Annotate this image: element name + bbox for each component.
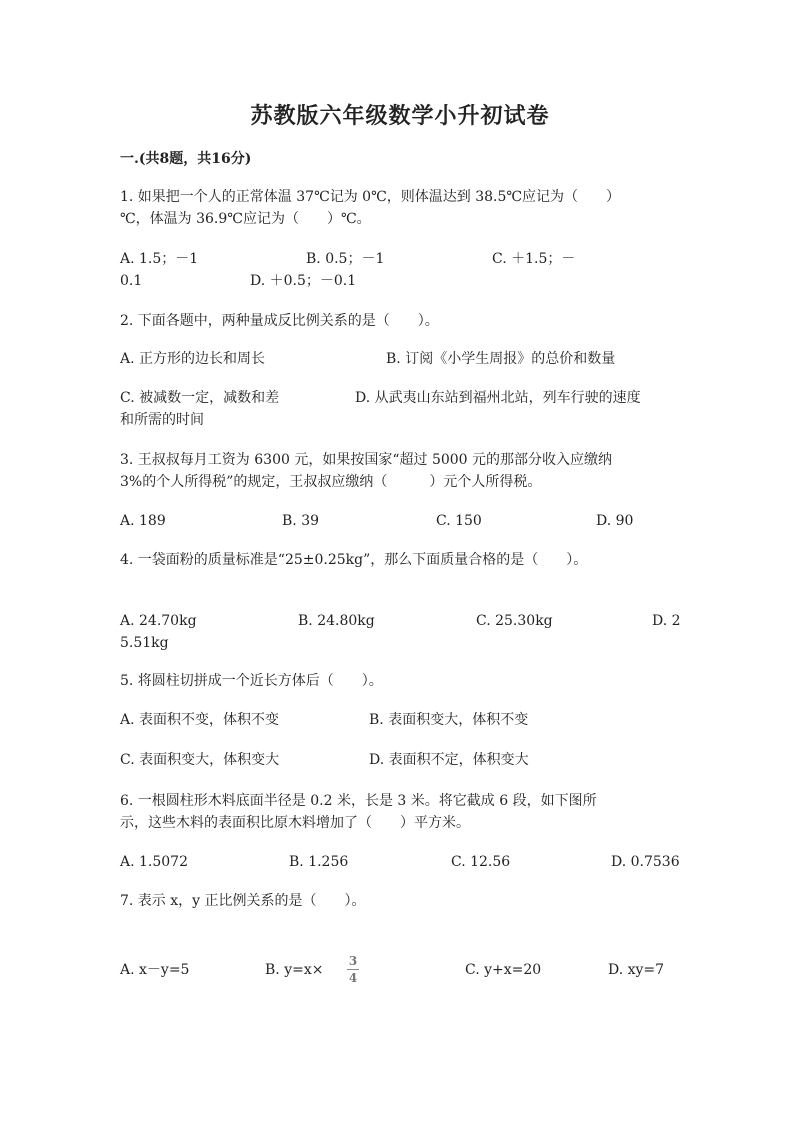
question-2-option-d: D. 从武夷山东站到福州北站，列车行驶的速度 <box>355 390 641 406</box>
fraction-bar <box>347 969 359 970</box>
question-5-option-c: C. 表面积变大，体积变大 <box>120 752 280 768</box>
question-5-option-a: A. 表面积不变，体积不变 <box>120 712 280 728</box>
question-2-option-d-cont: 和所需的时间 <box>120 412 204 428</box>
fraction-numerator: 3 <box>348 954 358 968</box>
question-3-text-cont: 3%的个人所得税”的规定，王叔叔应缴纳（ ）元个人所得税。 <box>120 474 542 490</box>
question-4-option-d: D. 2 <box>652 613 681 629</box>
question-2-option-a: A. 正方形的边长和周长 <box>120 351 266 367</box>
question-6-text-cont: 示，这些木料的表面积比原木料增加了（ ）平方米。 <box>120 815 470 831</box>
question-1-option-a: A. 1.5；－1 <box>120 251 199 267</box>
question-7-option-a: A. x－y=5 <box>120 962 190 978</box>
question-3-text: 3. 王叔叔每月工资为 6300 元，如果按国家“超过 5000 元的那部分收入应缴纳 <box>120 452 613 468</box>
question-4-text: 4. 一袋面粉的质量标准是“25±0.25kg”，那么下面质量合格的是（ ）。 <box>120 552 588 568</box>
question-5-option-d: D. 表面积不定，体积变大 <box>369 752 529 768</box>
question-3-option-b: B. 39 <box>282 513 320 529</box>
page-title: 苏教版六年级数学小升初试卷 <box>250 103 550 129</box>
question-7-text: 7. 表示 x，y 正比例关系的是（ ）。 <box>120 893 366 909</box>
question-3-option-c: C. 150 <box>436 513 482 529</box>
question-6-option-c: C. 12.56 <box>451 854 511 870</box>
fraction-three-quarters <box>345 954 361 985</box>
question-1-option-b: B. 0.5；－1 <box>306 251 385 267</box>
question-1-option-c-cont: 0.1 <box>120 273 143 289</box>
question-4-option-a: A. 24.70kg <box>120 613 197 629</box>
question-2-text: 2. 下面各题中，两种量成反比例关系的是（ ）。 <box>120 313 439 329</box>
question-7-option-c: C. y+x=20 <box>465 962 542 978</box>
question-2-option-c: C. 被减数一定，减数和差 <box>120 390 280 406</box>
question-6-option-a: A. 1.5072 <box>120 854 188 870</box>
section-heading: 一.(共8题，共16分) <box>120 151 252 167</box>
question-5-option-b: B. 表面积变大，体积不变 <box>369 712 529 728</box>
question-1-text: 1. 如果把一个人的正常体温 37℃记为 0℃，则体温达到 38.5℃应记为（ ） <box>120 189 621 205</box>
question-2-option-b: B. 订阅《小学生周报》的总价和数量 <box>386 351 616 367</box>
question-4-option-b: B. 24.80kg <box>298 613 375 629</box>
question-4-option-c: C. 25.30kg <box>476 613 553 629</box>
fraction-denominator: 4 <box>348 971 358 985</box>
question-7-option-b: B. y=x× <box>265 962 324 978</box>
question-1-option-d: D. ＋0.5；－0.1 <box>250 273 357 289</box>
question-3-option-d: D. 90 <box>596 513 634 529</box>
question-7-option-d: D. xy=7 <box>608 962 665 978</box>
question-6-option-d: D. 0.7536 <box>611 854 680 870</box>
question-3-option-a: A. 189 <box>120 513 166 529</box>
question-4-option-d-cont: 5.51kg <box>120 635 169 651</box>
question-1-option-c: C. ＋1.5；－ <box>492 251 576 267</box>
question-6-option-b: B. 1.256 <box>289 854 349 870</box>
question-5-text: 5. 将圆柱切拼成一个近长方体后（ ）。 <box>120 673 383 689</box>
question-1-text-cont: ℃，体温为 36.9℃应记为（ ）℃。 <box>120 211 371 227</box>
question-6-text: 6. 一根圆柱形木料底面半径是 0.2 米，长是 3 米。将它截成 6 段，如下图所 <box>120 793 597 809</box>
